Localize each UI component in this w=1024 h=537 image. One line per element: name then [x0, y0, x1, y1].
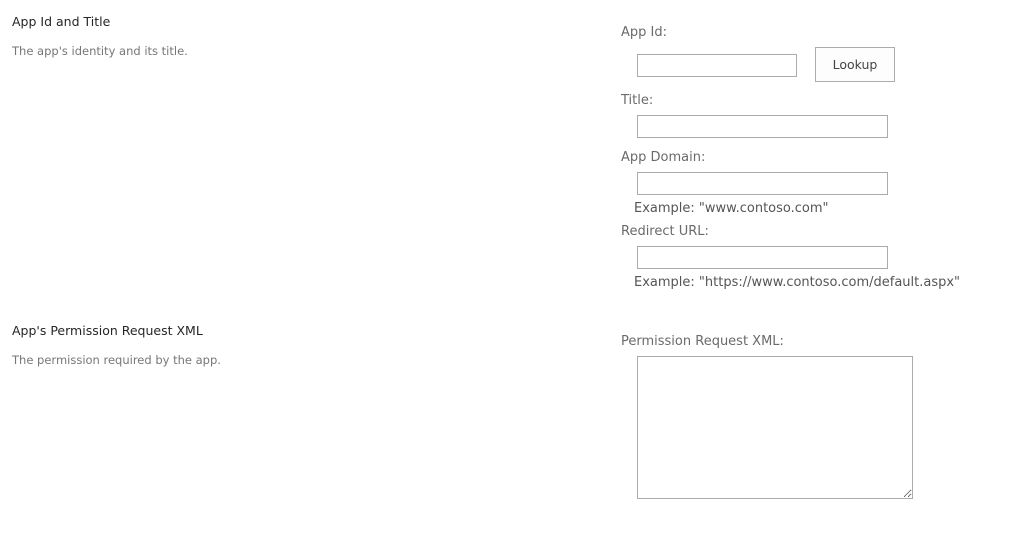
section-desc-app-id: The app's identity and its title. — [12, 44, 188, 58]
lookup-button[interactable]: Lookup — [815, 47, 895, 82]
section-title-app-id: App Id and Title — [12, 14, 111, 29]
redirect-url-example: Example: "https://www.contoso.com/default.aspx" — [634, 275, 961, 290]
redirect-url-input[interactable] — [637, 246, 888, 269]
app-id-input[interactable] — [637, 54, 797, 77]
title-input[interactable] — [637, 115, 888, 138]
permission-xml-label: Permission Request XML: — [621, 334, 784, 349]
section-title-permission: App's Permission Request XML — [12, 323, 203, 338]
app-domain-example: Example: "www.contoso.com" — [634, 201, 829, 216]
app-domain-label: App Domain: — [621, 150, 706, 165]
app-id-label: App Id: — [621, 25, 667, 40]
app-domain-input[interactable] — [637, 172, 888, 195]
title-label: Title: — [621, 93, 654, 108]
section-desc-permission: The permission required by the app. — [12, 353, 221, 367]
redirect-url-label: Redirect URL: — [621, 224, 709, 239]
permission-xml-textarea[interactable] — [637, 356, 913, 499]
